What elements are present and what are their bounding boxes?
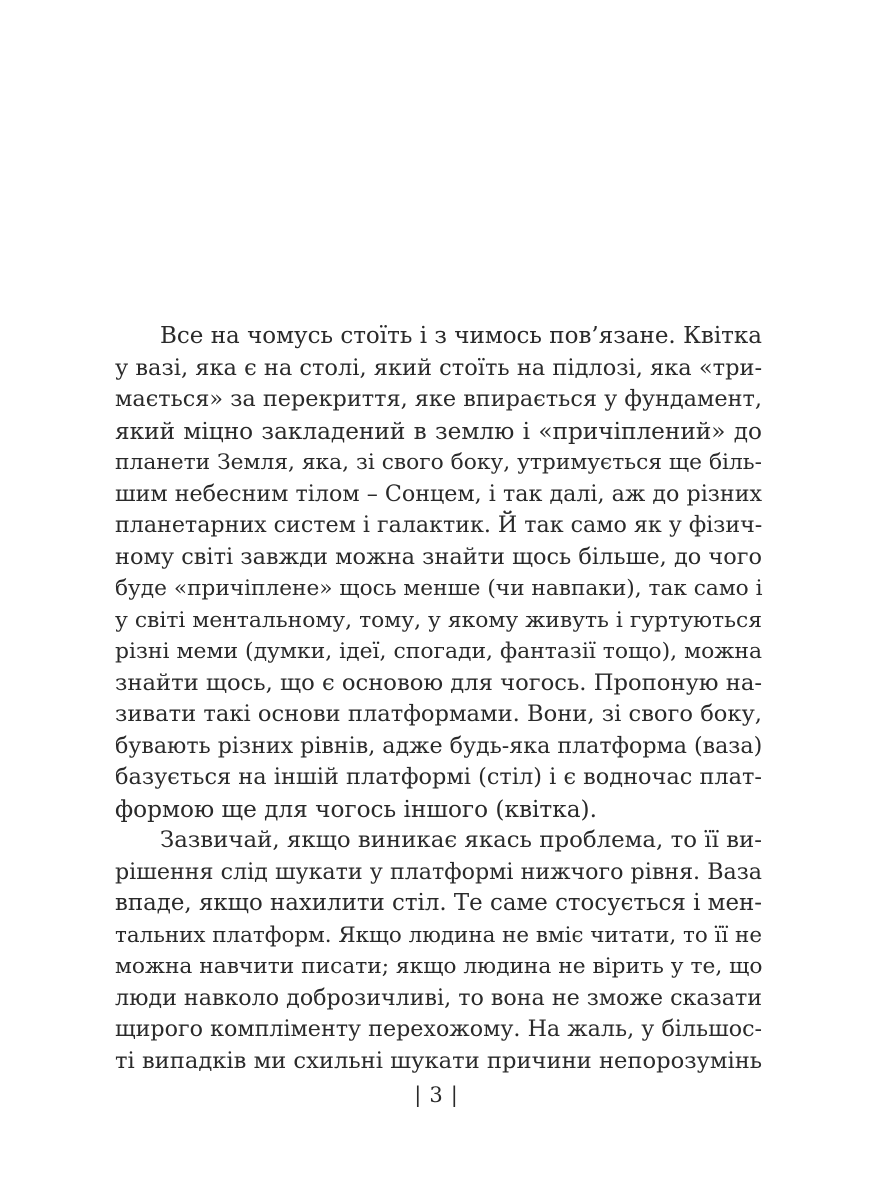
text-line: рішення слід шукати у платформі нижчого рівня. Ваза	[115, 858, 762, 885]
text-line: зивати такі основи платформами. Вони, зі свого боку,	[115, 701, 762, 727]
text-line: у світі ментальному, тому, у якому живуть і гуртуються	[115, 607, 762, 633]
text-line: планети Земля, яка, зі свого боку, утримується ще біль-	[115, 450, 762, 475]
folio-right-bar: |	[450, 1083, 458, 1107]
page-number: 3	[429, 1083, 443, 1107]
paragraph-1	[115, 321, 762, 825]
body-text	[115, 321, 762, 1077]
paragraph-2	[115, 825, 762, 1077]
text-line: який міцно закладений в землю і «причіплений» до	[115, 417, 762, 445]
text-line: Все на чомусь стоїть і з чимось пов’язане. Квітка	[160, 323, 762, 349]
text-line: буде «причіплене» щось менше (чи навпаки), так само і	[115, 576, 763, 601]
text-line: бувають різних рівнів, адже будь-яка платформа (ваза)	[115, 732, 763, 759]
text-line: у вазі, яка є на столі, який стоїть на підлозі, яка «три-	[115, 354, 763, 381]
text-line: Зазвичай, якщо виникає якась проблема, то її ви-	[160, 827, 762, 853]
text-line: ному світі завжди можна знайти щось більше, до чого	[115, 543, 762, 570]
text-line: різні меми (думки, ідеї, спогади, фантазії тощо), можна	[115, 639, 762, 664]
text-line: базується на іншій платформі (стіл) і є водночас плат-	[115, 764, 762, 790]
text-line: щирого компліменту перехожому. На жаль, у більшос-	[115, 1016, 762, 1042]
text-line: люди навколо доброзичливі, то вона не зможе сказати	[115, 984, 763, 1011]
text-line: впаде, якщо нахилити стіл. Те саме стосується і мен-	[115, 890, 762, 916]
text-line: планетарних систем і галактик. Й так само як у фізич-	[115, 512, 763, 538]
text-line: мається» за перекриття, яке впирається у фундамент,	[115, 386, 762, 412]
text-line: формою ще для чогось іншого (квітка).	[115, 795, 597, 823]
text-line: ті випадків ми схильні шукати причини непорозумінь	[115, 1047, 763, 1074]
text-line: знайти щось, що є основою для чогось. Пропоную на-	[115, 669, 762, 696]
text-line: шим небесним тілом – Сонцем, і так далі, аж до різних	[115, 480, 762, 507]
text-line: можна навчити писати; якщо людина не вірить у те, що	[115, 954, 763, 979]
page-number-footer	[0, 1082, 872, 1108]
text-line: тальних платформ. Якщо людина не вміє читати, то її не	[115, 922, 762, 948]
folio-left-bar: |	[414, 1083, 422, 1107]
